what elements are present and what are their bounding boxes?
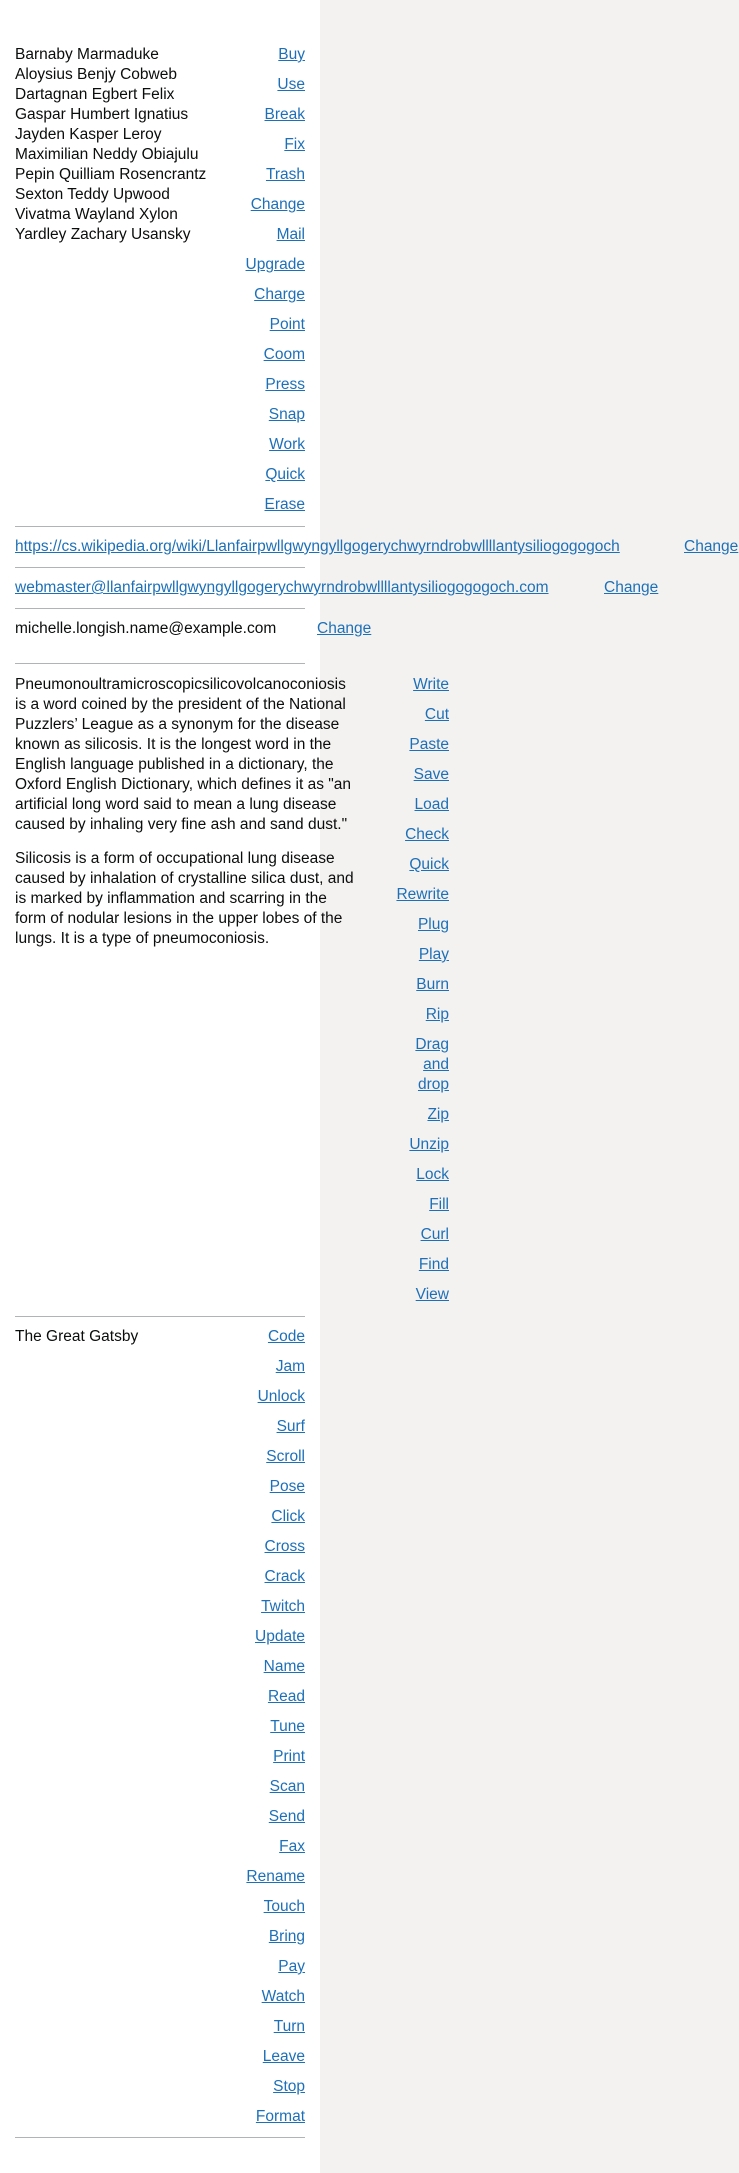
list-item: Aloysius Benjy Cobweb (15, 66, 177, 83)
use-link[interactable]: Use (277, 76, 305, 93)
zip-link[interactable]: Zip (427, 1106, 449, 1123)
trash-link[interactable]: Trash (265, 166, 305, 183)
leave-link[interactable]: Leave (262, 2048, 305, 2065)
touch-link[interactable]: Touch (263, 1898, 305, 1915)
rip-link[interactable]: Rip (425, 1006, 449, 1023)
snap-link[interactable]: Snap (268, 406, 305, 423)
stop-link[interactable]: Stop (273, 2078, 305, 2095)
url-change-link[interactable]: Change (684, 538, 739, 555)
upgrade-link[interactable]: Upgrade (245, 256, 305, 273)
point-link[interactable]: Point (269, 316, 305, 333)
unzip-link[interactable]: Unzip (409, 1136, 449, 1153)
curl-link[interactable]: Curl (420, 1226, 449, 1243)
fill-link[interactable]: Fill (429, 1196, 449, 1213)
rename-link[interactable]: Rename (246, 1868, 305, 1885)
read-link[interactable]: Read (267, 1688, 305, 1705)
buy-link[interactable]: Buy (278, 46, 305, 63)
divider (15, 2137, 305, 2138)
list-item: Maximilian Neddy Obiajulu (15, 146, 199, 163)
rewrite-link[interactable]: Rewrite (396, 886, 449, 903)
charge-link[interactable]: Charge (254, 286, 305, 303)
cross-link[interactable]: Cross (264, 1538, 305, 1555)
write-link[interactable]: Write (413, 676, 449, 693)
tune-link[interactable]: Tune (270, 1718, 305, 1735)
list-item: Barnaby Marmaduke (15, 46, 159, 63)
work-link[interactable]: Work (269, 436, 305, 453)
jam-link[interactable]: Jam (275, 1358, 305, 1375)
email-text: michelle.longish.name@example.com (15, 620, 277, 637)
list-item: Gaspar Humbert Ignatius (15, 106, 189, 123)
press-link[interactable]: Press (265, 376, 305, 393)
scroll-link[interactable]: Scroll (266, 1448, 305, 1465)
drag-and-drop-link[interactable]: Drag and drop (415, 1036, 449, 1093)
find-link[interactable]: Find (418, 1256, 449, 1273)
cut-link[interactable]: Cut (424, 706, 449, 723)
view-link[interactable]: View (415, 1286, 449, 1303)
break-link[interactable]: Break (264, 106, 305, 123)
surf-link[interactable]: Surf (276, 1418, 305, 1435)
lock-link[interactable]: Lock (416, 1166, 449, 1183)
format-link[interactable]: Format (255, 2108, 305, 2125)
pose-link[interactable]: Pose (269, 1478, 305, 1495)
list-item: Yardley Zachary Usansky (15, 226, 191, 243)
email-link-change-link[interactable]: Change (604, 579, 659, 596)
play-link[interactable]: Play (418, 946, 449, 963)
quick-link[interactable]: Quick (409, 856, 449, 873)
twitch-link[interactable]: Twitch (261, 1598, 305, 1615)
quick-link[interactable]: Quick (265, 466, 305, 483)
send-link[interactable]: Send (268, 1808, 305, 1825)
crack-link[interactable]: Crack (264, 1568, 305, 1585)
list-item: Vivatma Wayland Xylon (15, 206, 178, 223)
url-link[interactable]: https://cs.wikipedia.org/wiki/Llanfairpwllgwyngyllgogerychwyrndrobwllllantysiliogogogoch (15, 538, 620, 555)
erase-link[interactable]: Erase (264, 496, 305, 513)
list-item: Pepin Quilliam Rosencrantz (15, 166, 207, 183)
email-link[interactable]: webmaster@llanfairpwllgwyngyllgogerychwyrndrobwllllantysiliogogogoch.com (15, 579, 549, 596)
scan-link[interactable]: Scan (269, 1778, 305, 1795)
name-link[interactable]: Name (263, 1658, 305, 1675)
fax-link[interactable]: Fax (279, 1838, 305, 1855)
fix-link[interactable]: Fix (284, 136, 305, 153)
list-item: Sexton Teddy Upwood (15, 186, 170, 203)
paragraph: Pneumonoultramicroscopicsilicovolcanoconiosis is a word coined by the president of the National Puzzlers’ League as a synonym for the disease known as silicosis. It is the longest word in the English language published in a dictionary, the Oxford English Dictionary, which defines it as "an artificial long word said to mean a lung disease caused by inhaling very fine ash and sand dust." (15, 676, 352, 833)
unlock-link[interactable]: Unlock (257, 1388, 305, 1405)
click-link[interactable]: Click (271, 1508, 305, 1525)
pay-link[interactable]: Pay (278, 1958, 305, 1975)
save-link[interactable]: Save (413, 766, 449, 783)
change-link[interactable]: Change (250, 196, 305, 213)
paragraph: Silicosis is a form of occupational lung disease caused by inhalation of crystalline silica dust, and is marked by inflammation and scarring in the form of nodular lesions in the upper lobes of the lungs. It is a type of pneumoconiosis. (15, 850, 354, 947)
book-title: The Great Gatsby (15, 1328, 139, 1345)
section3-actions (15, 0, 305, 2140)
mail-link[interactable]: Mail (276, 226, 305, 243)
check-link[interactable]: Check (405, 826, 449, 843)
code-link[interactable]: Code (267, 1328, 305, 1345)
list-item: Jayden Kasper Leroy (15, 126, 162, 143)
watch-link[interactable]: Watch (261, 1988, 305, 2005)
list-item: Dartagnan Egbert Felix (15, 86, 175, 103)
bring-link[interactable]: Bring (268, 1928, 305, 1945)
section2-actions (380, 0, 449, 1320)
paste-link[interactable]: Paste (409, 736, 449, 753)
load-link[interactable]: Load (414, 796, 449, 813)
coom-link[interactable]: Coom (263, 346, 305, 363)
burn-link[interactable]: Burn (416, 976, 449, 993)
turn-link[interactable]: Turn (273, 2018, 305, 2035)
plug-link[interactable]: Plug (417, 916, 449, 933)
print-link[interactable]: Print (273, 1748, 305, 1765)
email-change-link[interactable]: Change (317, 620, 372, 637)
update-link[interactable]: Update (255, 1628, 305, 1645)
